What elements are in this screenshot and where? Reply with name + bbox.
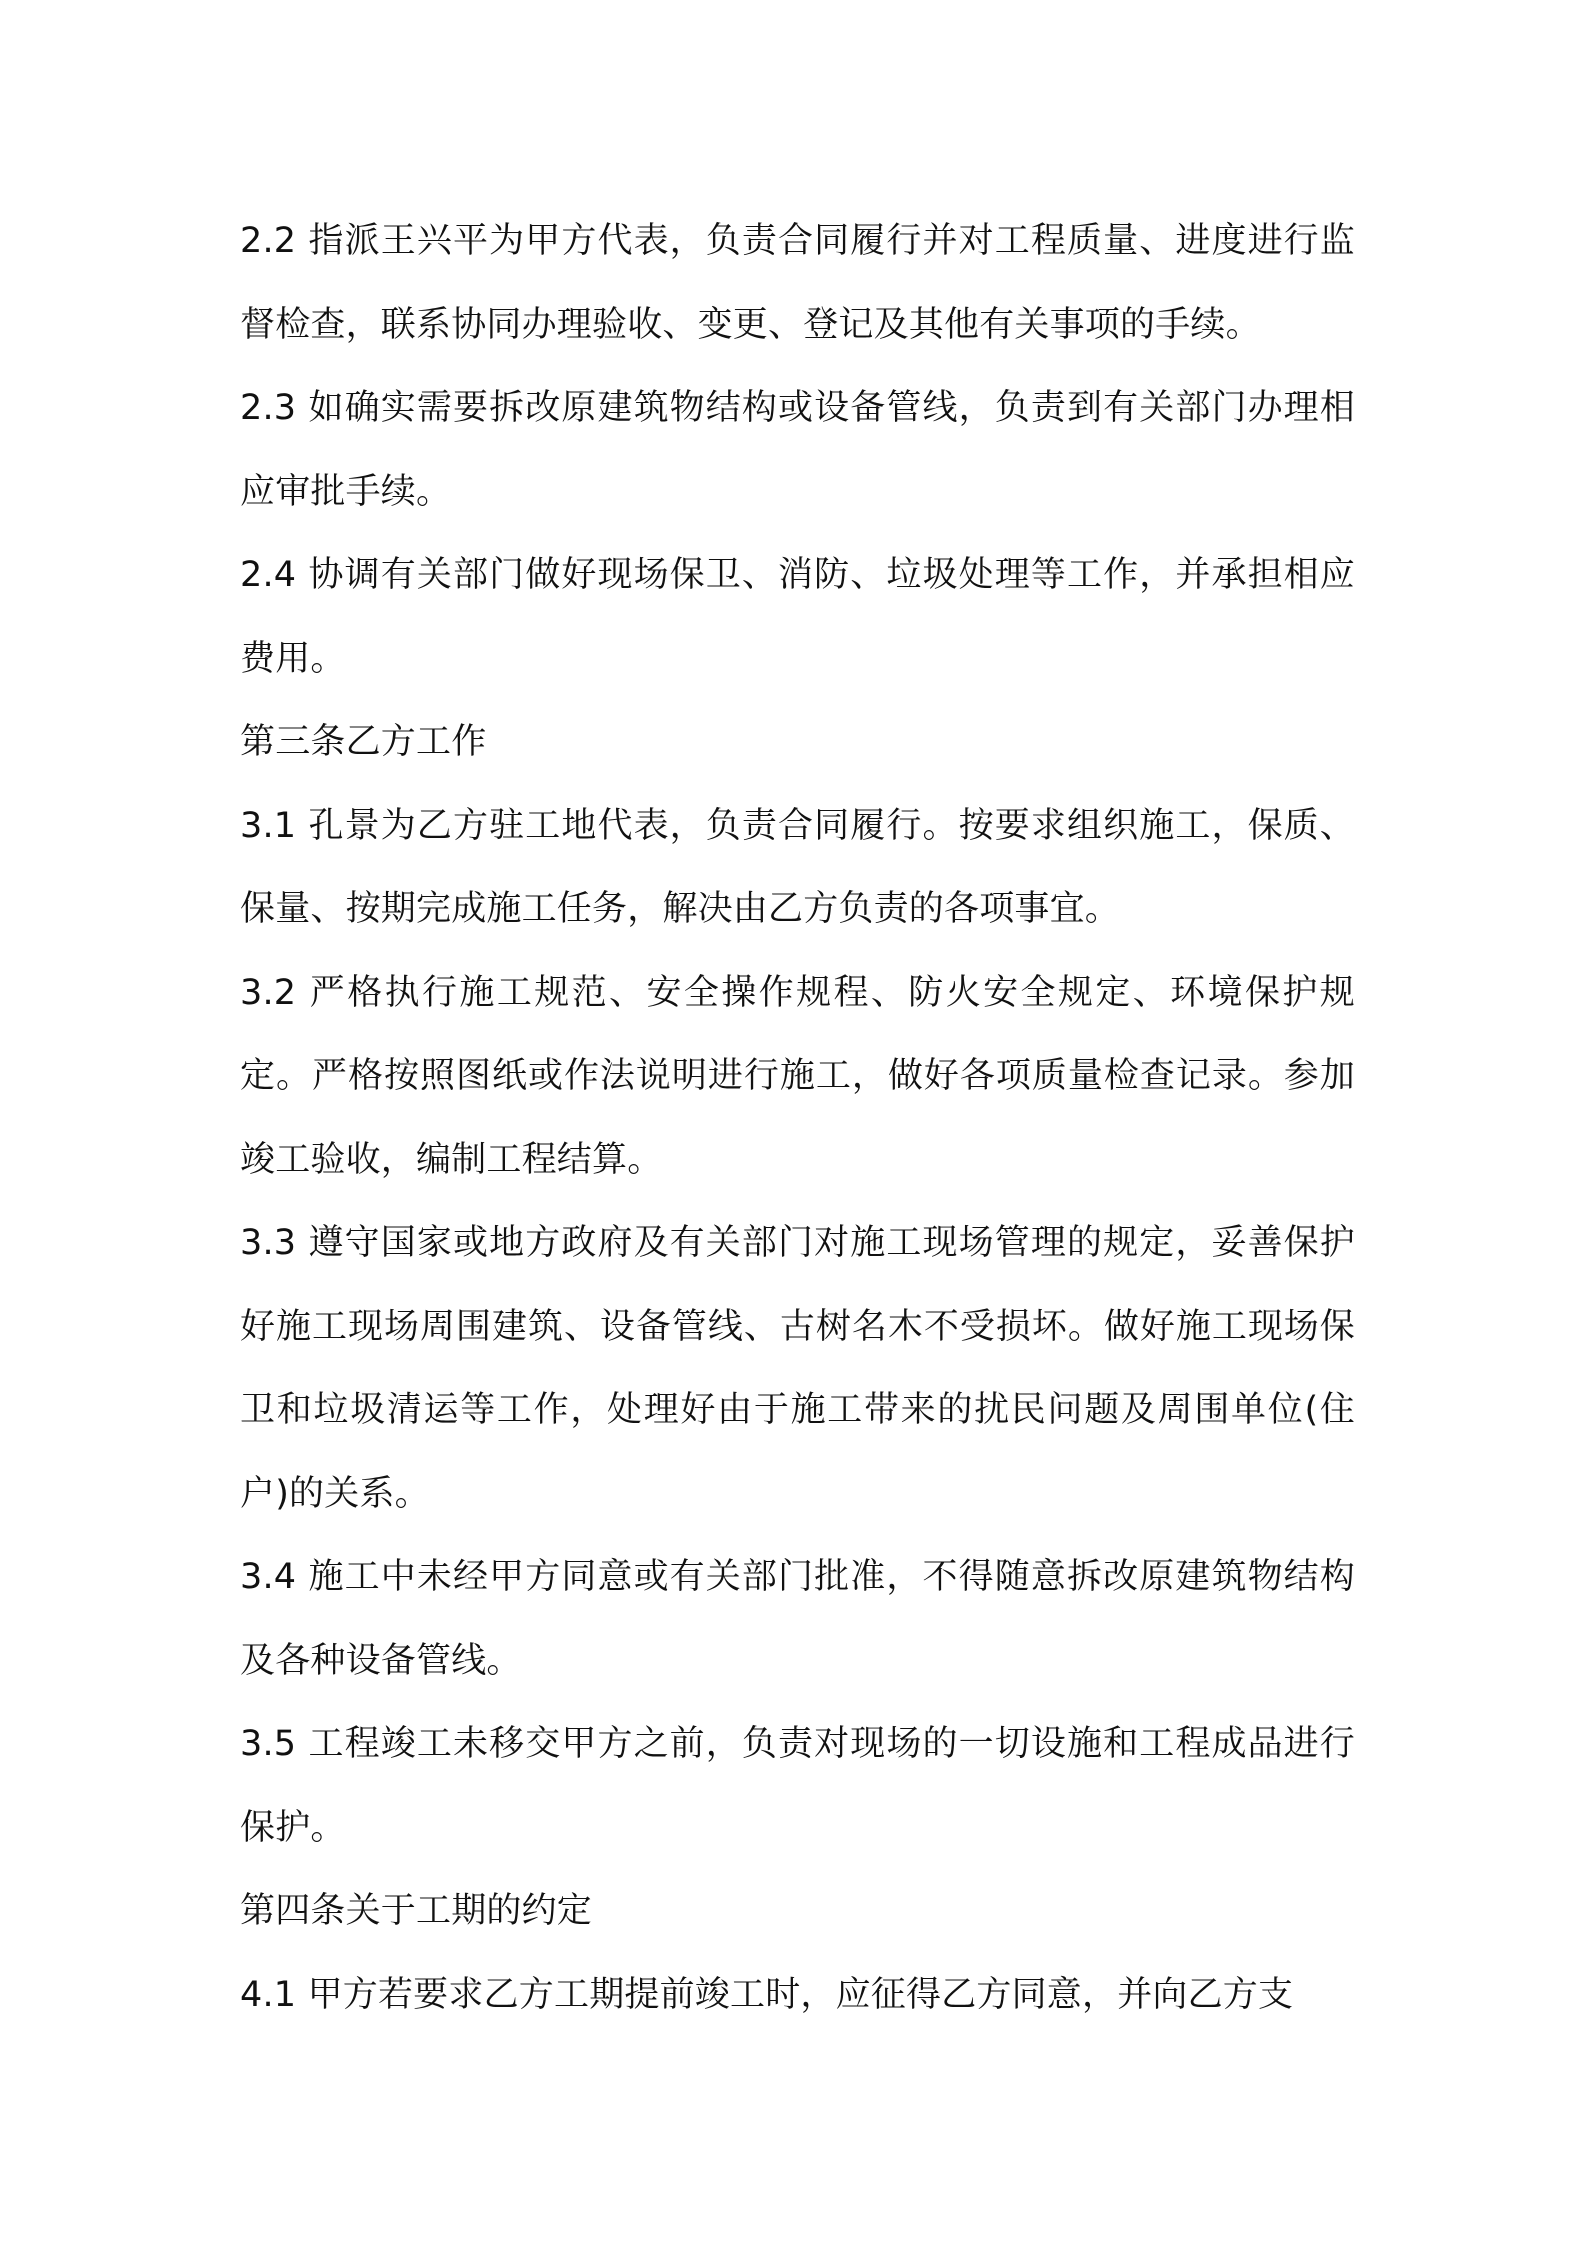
clause-2-4: 2.4 协调有关部门做好现场保卫、消防、垃圾处理等工作，并承担相应费用。 [240,555,1355,679]
clause-2-2: 2.2 指派王兴平为甲方代表，负责合同履行并对工程质量、进度进行监督检查，联系协同办理验收、变更、登记及其他有关事项的手续。 [240,221,1355,345]
clause-3-2: 3.2 严格执行施工规范、安全操作规程、防火安全规定、环境保护规定。严格按照图纸或作法说明进行施工，做好各项质量检查记录。参加竣工验收，编制工程结算。 [240,972,1355,1180]
clause-3-3: 3.3 遵守国家或地方政府及有关部门对施工现场管理的规定，妥善保护好施工现场周围建筑、设备管线、古树名木不受损坏。做好施工现场保卫和垃圾清运等工作，处理好由于施工带来的扰民问题及周围单位(住户)的关系。 [240,1223,1355,1514]
article-4-heading: 第四条关于工期的约定 [240,1891,593,1931]
article-3-heading: 第三条乙方工作 [240,722,487,762]
clause-3-4: 3.4 施工中未经甲方同意或有关部门批准，不得随意拆改原建筑物结构及各种设备管线。 [240,1557,1355,1681]
clause-2-3: 2.3 如确实需要拆改原建筑物结构或设备管线，负责到有关部门办理相应审批手续。 [240,388,1355,512]
clause-3-5: 3.5 工程竣工未移交甲方之前，负责对现场的一切设施和工程成品进行保护。 [240,1724,1355,1848]
clause-3-1: 3.1 孔景为乙方驻工地代表，负责合同履行。按要求组织施工，保质、保量、按期完成施工任务，解决由乙方负责的各项事宜。 [240,805,1355,929]
document-body [240,200,1355,2037]
clause-4-1: 4.1 甲方若要求乙方工期提前竣工时，应征得乙方同意，并向乙方支 [240,1974,1294,2015]
